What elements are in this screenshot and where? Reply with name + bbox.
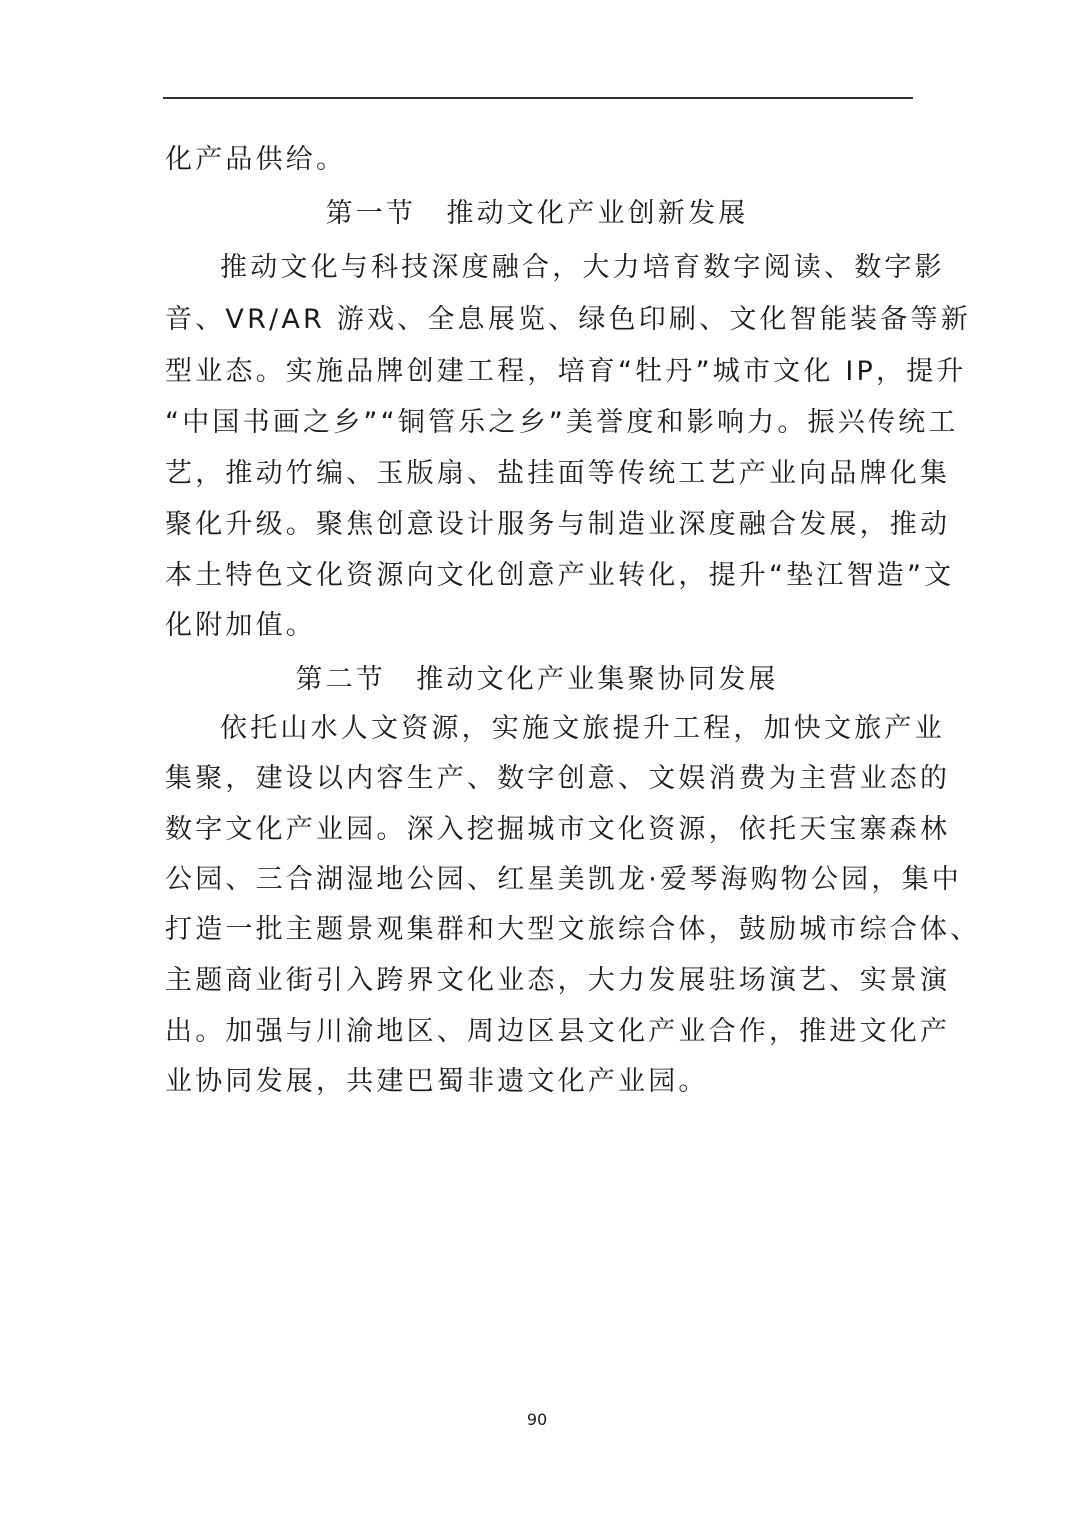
section-2-line-1: 依托山水人文资源，实施文旅提升工程，加快文旅产业: [220, 713, 945, 744]
page-number: 90: [526, 1410, 548, 1429]
section-2-line-7: 出。加强与川渝地区、周边区县文化产业合作，推进文化产: [165, 1016, 951, 1047]
section-2-heading: 第二节 推动文化产业集聚协同发展: [295, 664, 779, 695]
header-rule: [163, 97, 913, 99]
section-2-line-8: 业协同发展，共建巴蜀非遗文化产业园。: [165, 1066, 709, 1097]
section-2-line-3: 数字文化产业园。深入挖掘城市文化资源，依托天宝寨森林: [165, 814, 951, 845]
section-1-line-4: “中国书画之乡”“铜管乐之乡”美誉度和影响力。振兴传统工: [165, 407, 959, 438]
section-1-line-2: 音、VR/AR 游戏、全息展览、绿色印刷、文化智能装备等新: [165, 304, 971, 335]
section-1-line-7: 本土特色文化资源向文化创意产业转化，提升“垫江智造”文: [165, 560, 955, 591]
section-1-line-1: 推动文化与科技深度融合，大力培育数字阅读、数字影: [220, 252, 945, 283]
section-1-heading: 第一节 推动文化产业创新发展: [325, 198, 749, 229]
section-2-line-5: 打造一批主题景观集群和大型文旅综合体，鼓励城市综合体、: [165, 914, 981, 945]
section-2-line-2: 集聚，建设以内容生产、数字创意、文娱消费为主营业态的: [165, 763, 951, 794]
section-1-line-5: 艺，推动竹编、玉版扇、盐挂面等传统工艺产业向品牌化集: [165, 458, 951, 489]
continuation-line: 化产品供给。: [165, 144, 347, 175]
section-1-line-6: 聚化升级。聚焦创意设计服务与制造业深度融合发展，推动: [165, 509, 951, 540]
section-1-line-3: 型业态。实施品牌创建工程，培育“牡丹”城市文化 IP，提升: [165, 356, 967, 387]
section-2-line-6: 主题商业街引入跨界文化业态，大力发展驻场演艺、实景演: [165, 965, 951, 996]
section-1-line-8: 化附加值。: [165, 610, 316, 641]
section-2-line-4: 公园、三合湖湿地公园、红星美凯龙·爱琴海购物公园，集中: [165, 864, 962, 895]
